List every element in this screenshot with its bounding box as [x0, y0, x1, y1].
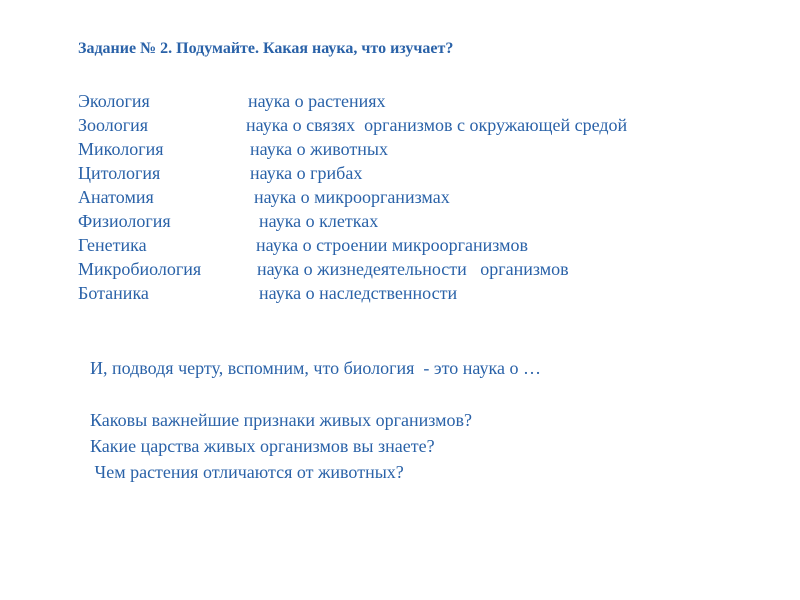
question-text: Каковы важнейшие признаки живых организмов?: [90, 410, 473, 430]
list-item: [78, 137, 778, 161]
list-item: [78, 185, 778, 209]
task-title: Задание № 2. Подумайте. Какая наука, что изучает?: [78, 40, 454, 57]
definition: наука о строении микроорганизмов: [256, 235, 529, 255]
summary-text: И, подводя черту, вспомним, что биология - это наука о …: [90, 358, 541, 378]
list-item: [78, 257, 778, 281]
term-physiology: Физиология: [78, 211, 171, 231]
definition: наука о связях организмов с окружающей средой: [246, 115, 628, 135]
term-cytology: Цитология: [78, 163, 161, 183]
term-ecology: Экология: [78, 91, 150, 111]
definition: наука о микроорганизмах: [254, 187, 450, 207]
term-definition-list: [78, 89, 778, 305]
definition: наука о животных: [250, 139, 388, 159]
definition: наука о грибах: [250, 163, 363, 183]
list-item: [78, 209, 778, 233]
list-item: [78, 89, 778, 113]
term-botany: Ботаника: [78, 283, 149, 303]
question-text: Чем растения отличаются от животных?: [90, 462, 404, 482]
list-item: [78, 113, 778, 137]
list-item: [78, 161, 778, 185]
definition: наука о жизнедеятельности организмов: [257, 259, 569, 279]
definition: наука о наследственности: [259, 283, 458, 303]
term-anatomy: Анатомия: [78, 187, 154, 207]
term-microbiology: Микробиология: [78, 259, 202, 279]
term-zoology: Зоология: [78, 115, 149, 135]
definition: наука о растениях: [248, 91, 386, 111]
definition: наука о клетках: [259, 211, 379, 231]
term-genetics: Генетика: [78, 235, 147, 255]
term-mycology: Микология: [78, 139, 164, 159]
question-text: Какие царства живых организмов вы знаете?: [90, 436, 435, 456]
list-item: [78, 281, 778, 305]
list-item: [78, 233, 778, 257]
